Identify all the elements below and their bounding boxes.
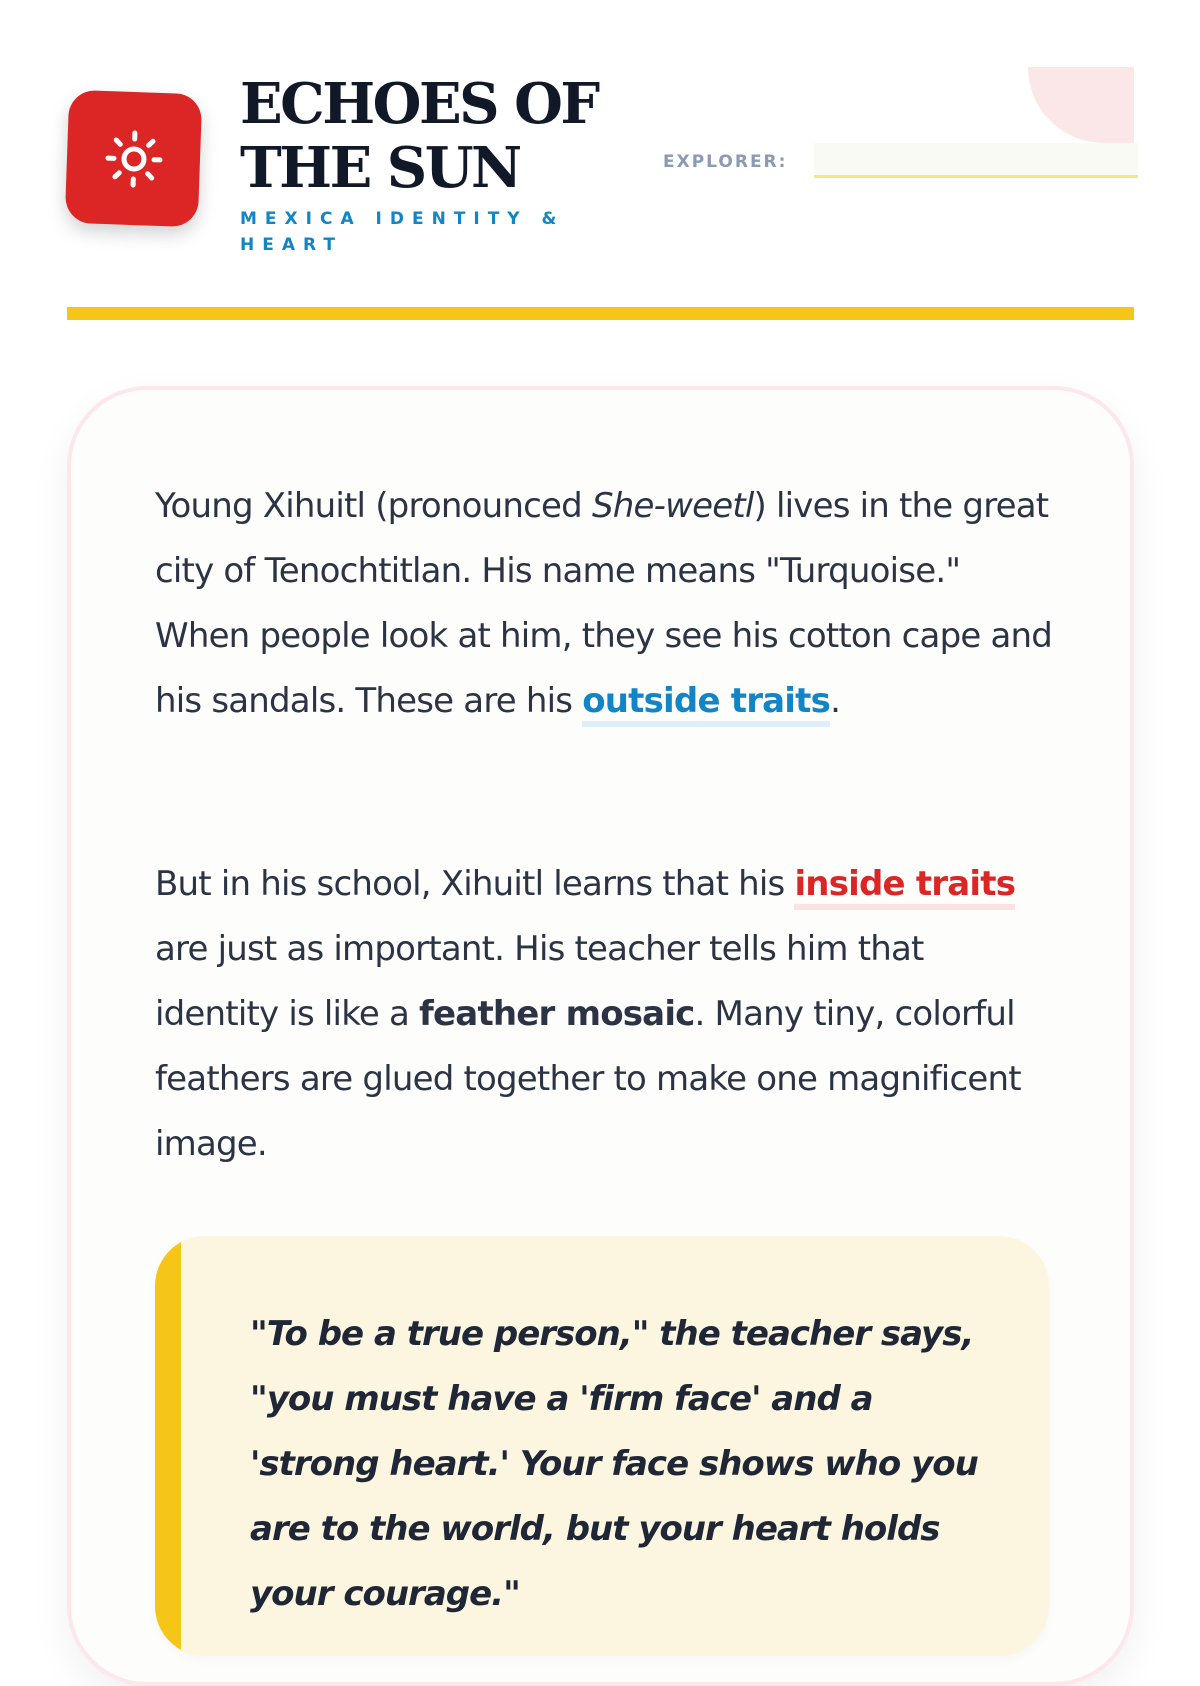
p1-text-1: Young Xihuitl (pronounced <box>155 486 592 526</box>
title-line-1: ECHOES OF <box>240 71 598 137</box>
teacher-quote <box>155 1236 1049 1656</box>
keyword-inside-traits[interactable]: inside traits <box>794 864 1015 910</box>
explorer-name-input[interactable] <box>814 143 1138 178</box>
p2-text-3: . Many tiny, colorful feathers are glued together to make one magnificent image. <box>155 994 1021 1164</box>
sun-icon <box>100 125 166 191</box>
logo <box>65 90 203 228</box>
p2-text-1: But in his school, Xihuitl learns that his <box>155 864 794 904</box>
decorative-circle <box>1028 67 1134 143</box>
quote-text: "To be a true person," the teacher says, "you must have a 'firm face' and a 'strong heart.' Your face shows who you are to the world, but your heart holds your courage." <box>250 1302 1010 1627</box>
story-paragraph-1 <box>155 474 1055 734</box>
explorer-label: EXPLORER: <box>663 152 787 172</box>
title-block <box>240 72 600 258</box>
pronunciation: She-weetl <box>592 486 754 526</box>
p1-text-2: ) lives in the great city of Tenochtitlan. His name means "Turquoise." When people look at him, they see his cotton cape and his sandals. These are his <box>155 486 1052 721</box>
keyword-feather-mosaic: feather mosaic <box>419 994 695 1034</box>
header <box>67 60 1134 320</box>
quote-accent-bar <box>155 1236 181 1656</box>
divider-rule <box>67 307 1134 320</box>
page-title <box>240 72 600 200</box>
story-card <box>67 386 1134 1686</box>
story-paragraph-2 <box>155 852 1055 1177</box>
keyword-outside-traits[interactable]: outside traits <box>582 681 830 727</box>
p1-text-3: . <box>830 681 840 721</box>
title-line-2: THE SUN <box>240 135 520 201</box>
p2-text-2: are just as important. His teacher tells him that identity is like a <box>155 929 924 1034</box>
subtitle: MEXICA IDENTITY & HEART <box>240 206 600 258</box>
